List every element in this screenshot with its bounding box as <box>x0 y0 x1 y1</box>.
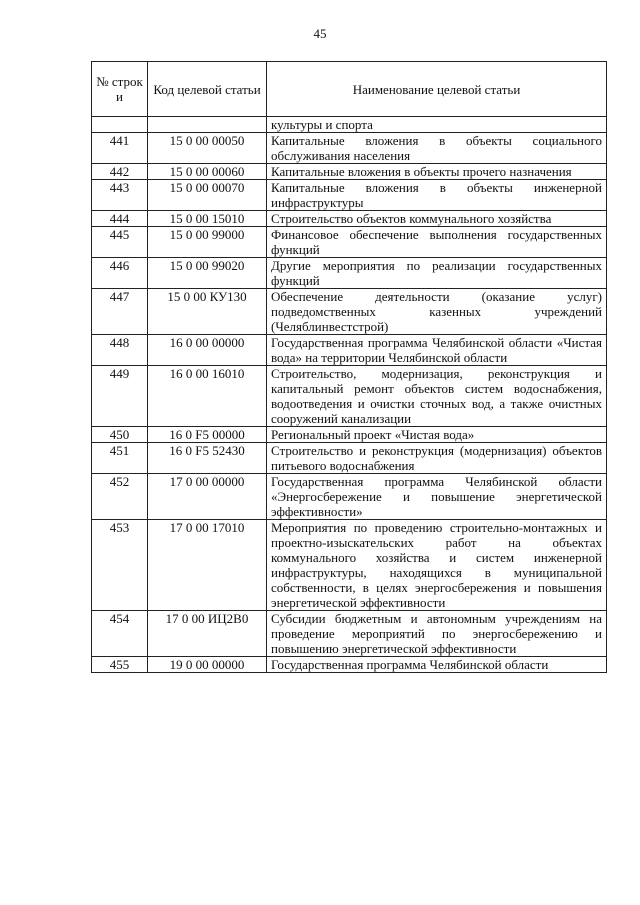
target-name: Государственная программа Челябинской области «Энергосбережение и повышение энергетической эффективности» <box>267 474 607 520</box>
row-number <box>92 117 148 133</box>
target-code: 15 0 00 00050 <box>148 133 267 164</box>
target-name: Финансовое обеспечение выполнения государственных функций <box>267 227 607 258</box>
row-number: 450 <box>92 427 148 443</box>
target-name: Капитальные вложения в объекты инженерной инфраструктуры <box>267 180 607 211</box>
target-code: 16 0 F5 52430 <box>148 443 267 474</box>
row-number: 453 <box>92 520 148 611</box>
target-name: культуры и спорта <box>267 117 607 133</box>
row-number: 446 <box>92 258 148 289</box>
target-name: Строительство и реконструкция (модернизация) объектов питьевого водоснабжения <box>267 443 607 474</box>
row-number: 447 <box>92 289 148 335</box>
row-number: 451 <box>92 443 148 474</box>
target-code: 16 0 00 00000 <box>148 335 267 366</box>
target-code: 15 0 00 99020 <box>148 258 267 289</box>
row-number: 455 <box>92 657 148 673</box>
target-name: Субсидии бюджетным и автономным учреждениям на проведение мероприятий по энергосбережению и повышению энергетической эффективности <box>267 611 607 657</box>
row-number: 449 <box>92 366 148 427</box>
target-code: 17 0 00 00000 <box>148 474 267 520</box>
target-code: 17 0 00 ИЦ2В0 <box>148 611 267 657</box>
target-code: 17 0 00 17010 <box>148 520 267 611</box>
target-name: Строительство, модернизация, реконструкция и капитальный ремонт объектов систем водоснабжения, водоотведения и очистки сточных вод, а также очистных сооружений канализации <box>267 366 607 427</box>
target-name: Другие мероприятия по реализации государственных функций <box>267 258 607 289</box>
target-name: Региональный проект «Чистая вода» <box>267 427 607 443</box>
header-target-code: Код целевой статьи <box>148 62 267 117</box>
table-row <box>92 180 607 211</box>
row-number: 442 <box>92 164 148 180</box>
target-name: Государственная программа Челябинской области «Чистая вода» на территории Челябинской области <box>267 335 607 366</box>
target-code: 15 0 00 15010 <box>148 211 267 227</box>
row-number: 443 <box>92 180 148 211</box>
row-number: 448 <box>92 335 148 366</box>
table-row <box>92 611 607 657</box>
row-number: 441 <box>92 133 148 164</box>
target-name: Мероприятия по проведению строительно-монтажных и проектно-изыскательских работ на объектах коммунального хозяйства и систем инженерной инфраструктуры, находящихся в муниципальной собственности, в целях энергосбережения и повышения энергетической эффективности <box>267 520 607 611</box>
target-name: Капитальные вложения в объекты прочего назначения <box>267 164 607 180</box>
table-header-row <box>92 62 607 117</box>
header-target-name: Наименование целевой статьи <box>267 62 607 117</box>
table-row <box>92 366 607 427</box>
target-code: 16 0 F5 00000 <box>148 427 267 443</box>
target-code: 15 0 00 00070 <box>148 180 267 211</box>
row-number: 454 <box>92 611 148 657</box>
table-row <box>92 427 607 443</box>
header-row-number: № строк и <box>92 62 148 117</box>
target-code: 16 0 00 16010 <box>148 366 267 427</box>
target-code: 15 0 00 КУ130 <box>148 289 267 335</box>
target-name: Капитальные вложения в объекты социального обслуживания населения <box>267 133 607 164</box>
table-row <box>92 227 607 258</box>
table-row <box>92 258 607 289</box>
row-number: 452 <box>92 474 148 520</box>
table-row <box>92 211 607 227</box>
target-code <box>148 117 267 133</box>
table-row <box>92 657 607 673</box>
budget-classification-table <box>91 61 607 673</box>
table-row <box>92 289 607 335</box>
target-name: Строительство объектов коммунального хозяйства <box>267 211 607 227</box>
target-code: 15 0 00 99000 <box>148 227 267 258</box>
table-row <box>92 443 607 474</box>
target-code: 15 0 00 00060 <box>148 164 267 180</box>
table-row <box>92 520 607 611</box>
row-number: 444 <box>92 211 148 227</box>
table-row <box>92 335 607 366</box>
row-number: 445 <box>92 227 148 258</box>
table-row-continuation <box>92 117 607 133</box>
target-name: Государственная программа Челябинской области <box>267 657 607 673</box>
table-row <box>92 474 607 520</box>
table-row <box>92 164 607 180</box>
table-row <box>92 133 607 164</box>
target-code: 19 0 00 00000 <box>148 657 267 673</box>
target-name: Обеспечение деятельности (оказание услуг) подведомственных казенных учреждений (Челяблинвестстрой) <box>267 289 607 335</box>
page-number: 45 <box>313 26 327 41</box>
